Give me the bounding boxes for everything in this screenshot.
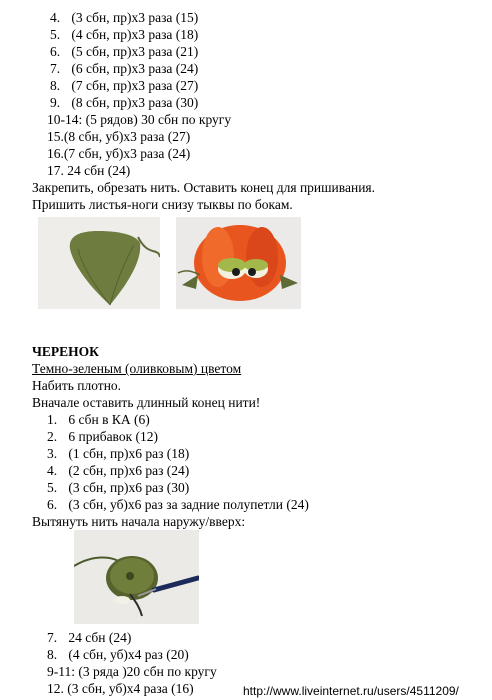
list-item: 7. (6 сбн, пр)х3 раза (24) (50, 61, 199, 76)
list-item: 6. (3 сбн, уб)х6 раз за задние полупетли (24) (47, 497, 309, 512)
list-item: 6. (5 сбн, пр)х3 раза (21) (50, 44, 199, 59)
list-item: 9-11: (3 ряда )20 сбн по кругу (47, 664, 217, 679)
pumpkin-image (176, 217, 301, 309)
list-item: 10-14: (5 рядов) 30 сбн по кругу (47, 112, 232, 127)
leaf-image (38, 217, 160, 309)
list-item: 4. (3 сбн, пр)х3 раза (15) (50, 10, 199, 25)
list-item: 8. (7 сбн, пр)х3 раза (27) (50, 78, 199, 93)
list-item: 17. 24 сбн (24) (47, 163, 131, 178)
list-item: 9. (8 сбн, пр)х3 раза (30) (50, 95, 199, 110)
leave-end-note: Вначале оставить длинный конец нити! (32, 395, 261, 410)
list-item: 5. (4 сбн, пр)х3 раза (18) (50, 27, 199, 42)
list-item: 3. (1 сбн, пр)х6 раз (18) (47, 446, 190, 461)
list-item: 15.(8 сбн, уб)х3 раза (27) (47, 129, 191, 144)
pumpkin-photo (176, 217, 301, 309)
stuff-note: Набить плотно. (32, 378, 122, 393)
list-item: 2. 6 прибавок (12) (47, 429, 159, 444)
leaf-photo (38, 217, 160, 309)
paragraph-sew: Пришить листья-ноги снизу тыквы по бокам. (32, 197, 293, 212)
color-note: Темно-зеленым (оливковым) цветом (32, 361, 242, 376)
section-title: ЧЕРЕНОК (32, 344, 99, 359)
paragraph-fasten: Закрепить, обрезать нить. Оставить конец для пришивания. (32, 180, 375, 195)
list-item: 4. (2 сбн, пр)х6 раз (24) (47, 463, 190, 478)
stem-image (74, 530, 199, 624)
list-item: 1. 6 сбн в КА (6) (47, 412, 150, 427)
list-item: 7. 24 сбн (24) (47, 630, 132, 645)
watermark-url: http://www.liveinternet.ru/users/4511209/ (243, 684, 459, 698)
list-item: 12. (3 сбн, уб)х4 раза (16) (47, 681, 194, 696)
pull-note: Вытянуть нить начала наружу/вверх: (32, 514, 246, 529)
list-item: 16.(7 сбн, уб)х3 раза (24) (47, 146, 191, 161)
stem-photo (74, 530, 199, 624)
list-item: 5. (3 сбн, пр)х6 раз (30) (47, 480, 190, 495)
list-item: 8. (4 сбн, уб)х4 раз (20) (47, 647, 189, 662)
